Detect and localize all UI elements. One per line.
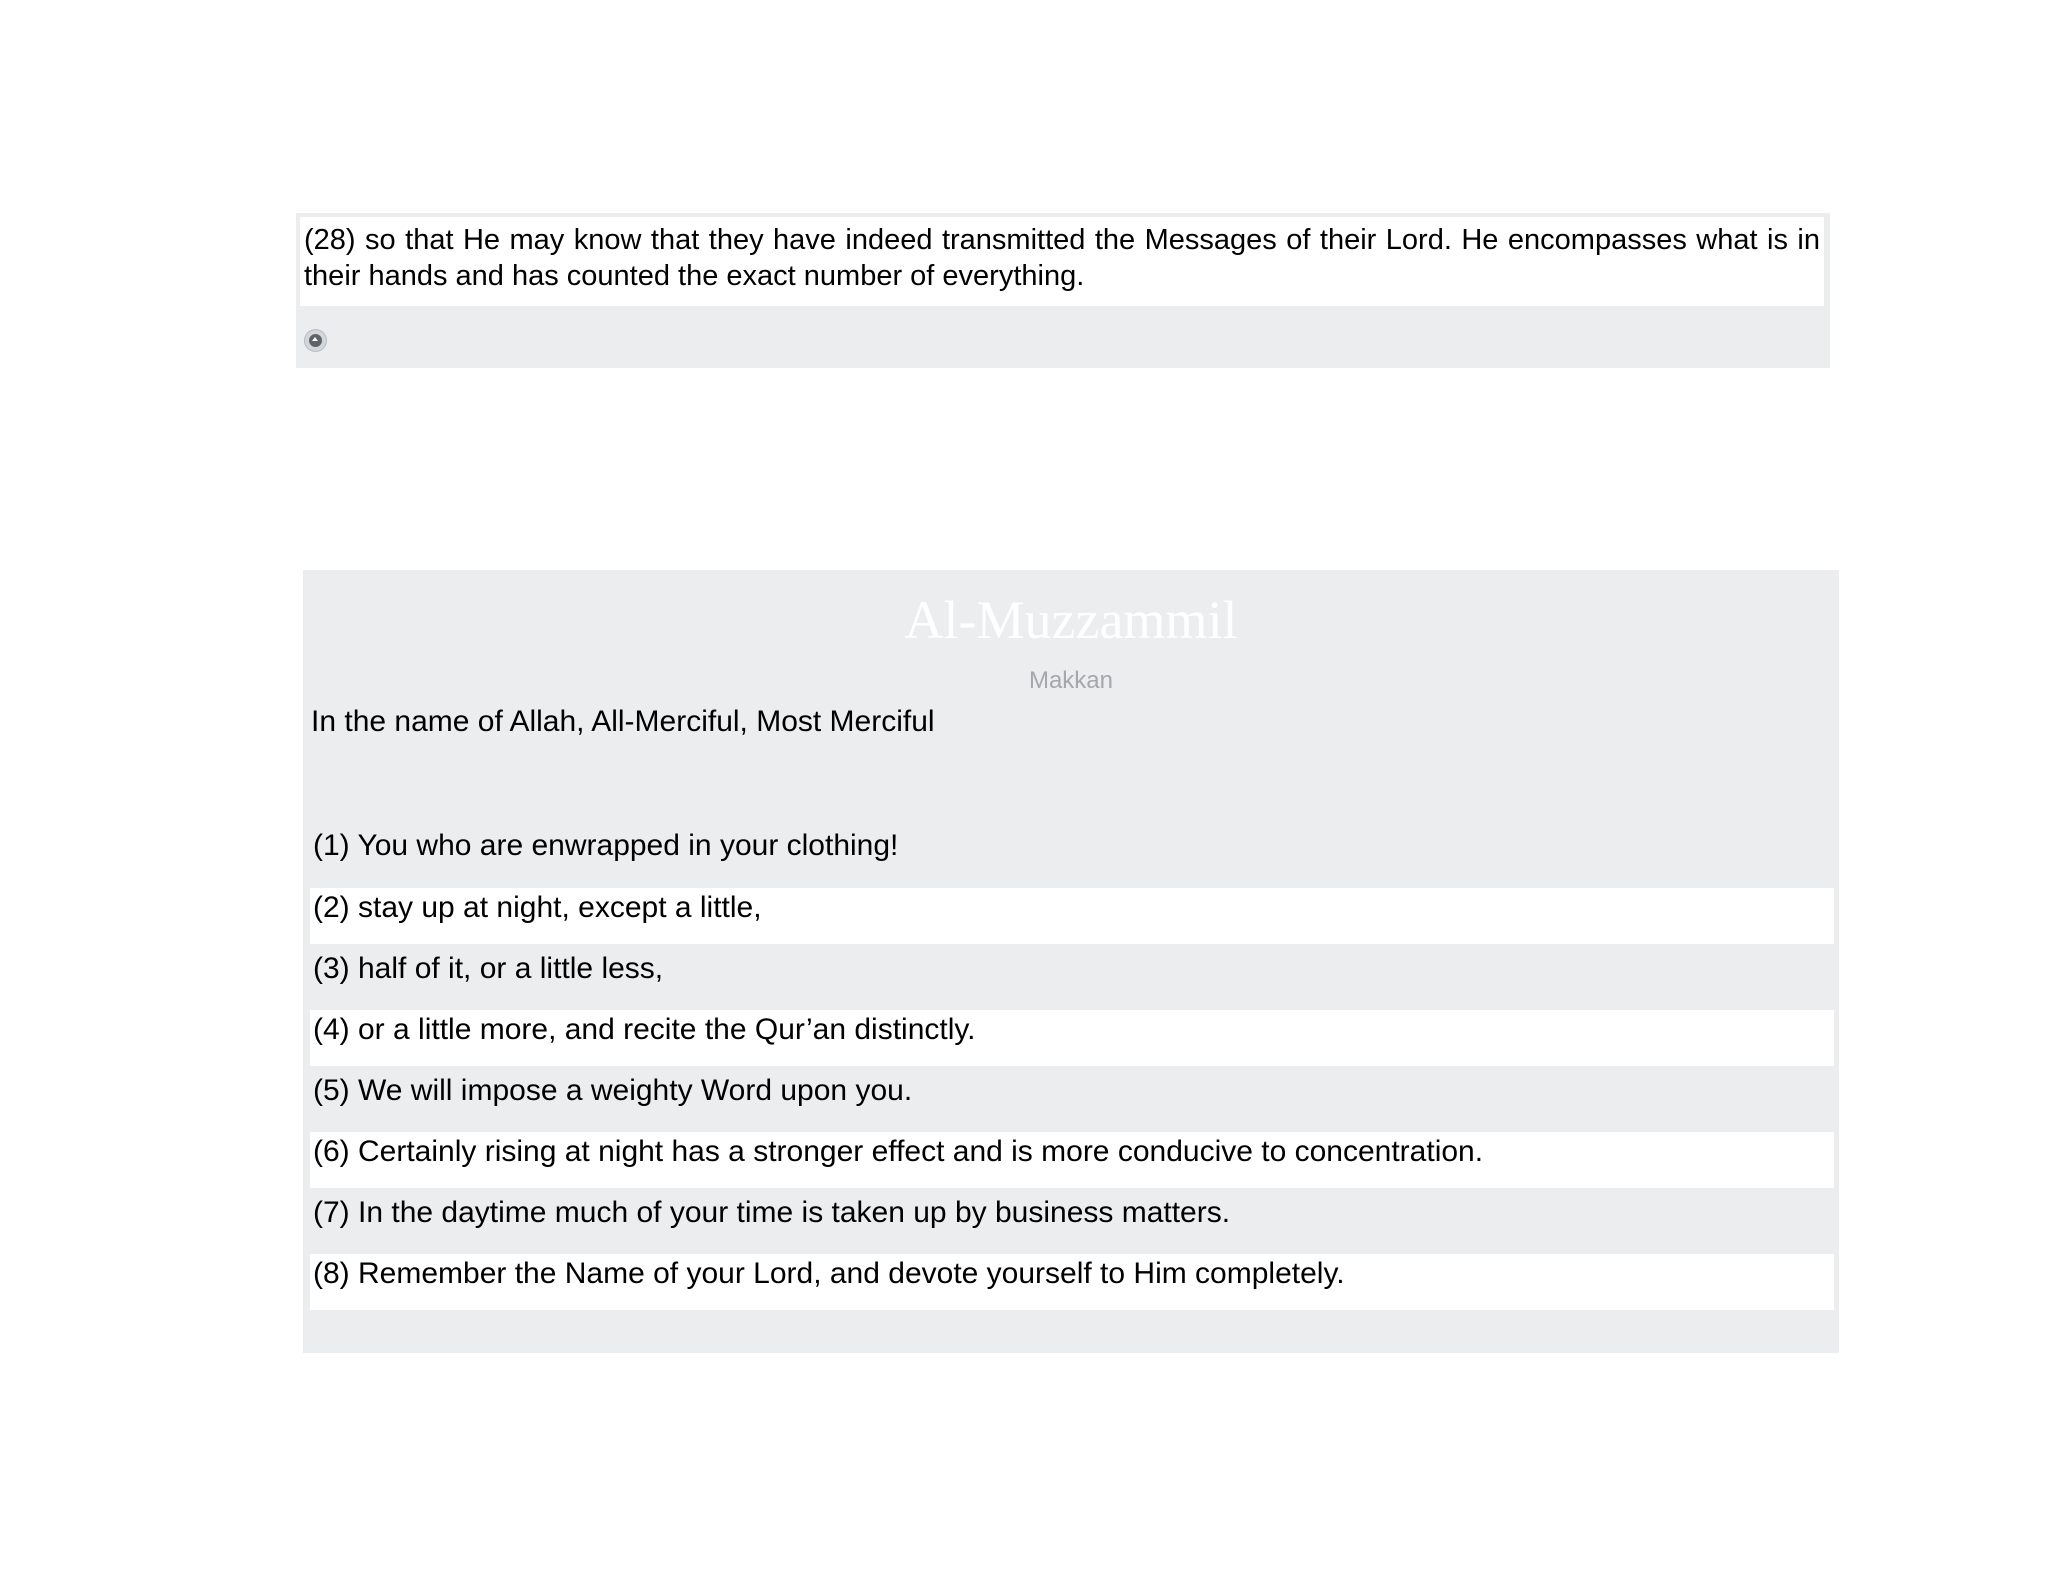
chevron-up-icon xyxy=(312,337,318,341)
verse-text: (5) We will impose a weighty Word upon you. xyxy=(313,1074,913,1107)
chevron-up-circle-icon xyxy=(309,334,322,347)
verse-row xyxy=(310,1010,1834,1066)
verse-row xyxy=(310,888,1834,944)
verse-text: (6) Certainly rising at night has a stronger effect and is more conducive to concentration. xyxy=(313,1135,1484,1168)
verse-text: (2) stay up at night, except a little, xyxy=(313,891,762,924)
verse-row xyxy=(310,1071,1834,1127)
verse-text: (3) half of it, or a little less, xyxy=(313,952,664,985)
scroll-to-top-button[interactable] xyxy=(304,329,327,352)
verse-row xyxy=(310,1254,1834,1310)
previous-verse-container xyxy=(296,213,1830,368)
verse-row xyxy=(310,1193,1834,1249)
verse-text: (1) You who are enwrapped in your clothing! xyxy=(313,829,899,862)
surah-panel xyxy=(303,570,1839,1353)
verse-row xyxy=(310,826,1834,882)
verse-text: (7) In the daytime much of your time is taken up by business matters. xyxy=(313,1196,1231,1229)
verse-row xyxy=(310,949,1834,1005)
verse-text: (8) Remember the Name of your Lord, and devote yourself to Him completely. xyxy=(313,1257,1345,1290)
verse-text: (4) or a little more, and recite the Qur’an distinctly. xyxy=(313,1013,976,1046)
verse-row xyxy=(310,1132,1834,1188)
basmala: In the name of Allah, All-Merciful, Most Merciful xyxy=(311,705,935,738)
verse-text: (28) so that He may know that they have indeed transmitted the Messages of their Lord. He encompasses what is in their hands and has counted the exact number of everything. xyxy=(300,217,1824,306)
surah-title: Al-Muzzammil xyxy=(904,590,1238,650)
surah-revelation-type: Makkan xyxy=(1028,667,1114,694)
